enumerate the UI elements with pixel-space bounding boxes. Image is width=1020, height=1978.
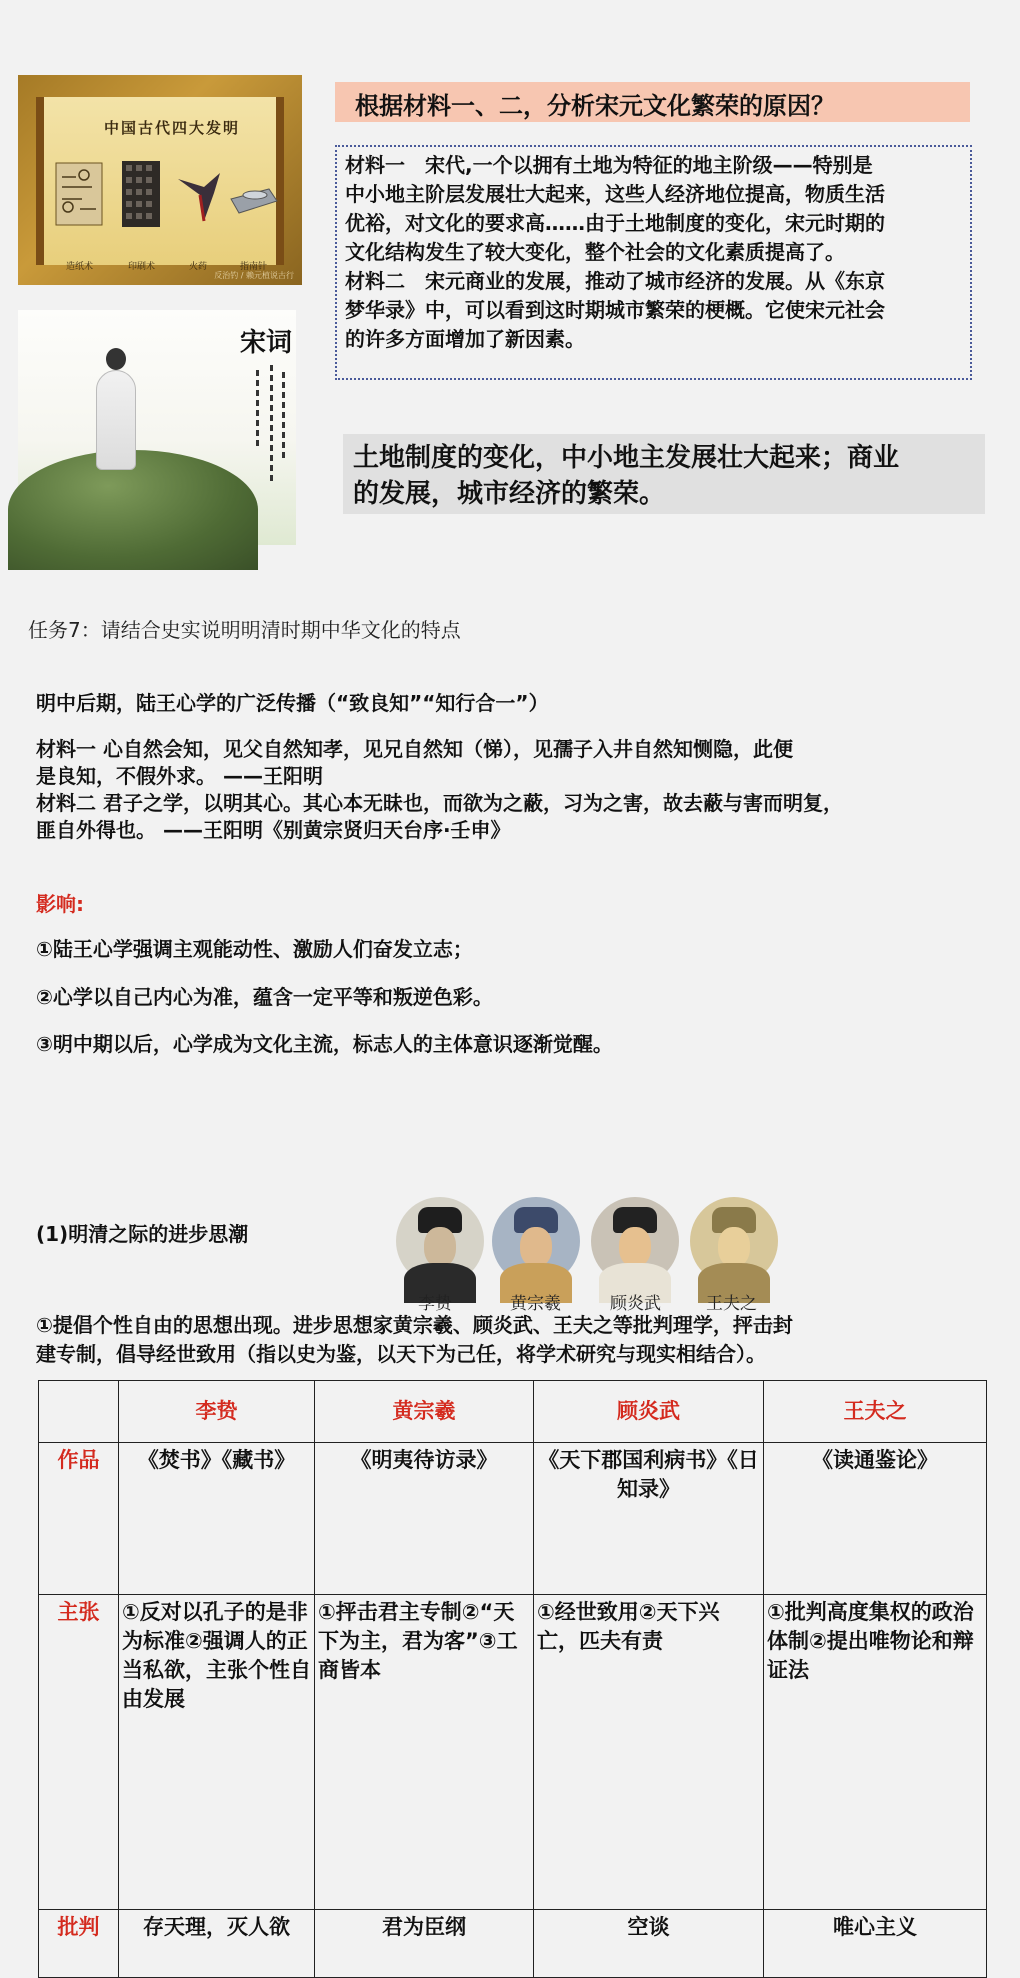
answer-box: [343, 434, 985, 514]
gunpowder-illustration: [174, 159, 224, 229]
works-cell: 《读通鉴论》: [764, 1442, 987, 1594]
material-line: 材料一 心自然会知，见父自然知孝，见兄自然知（悌），见孺子入井自然知恻隐，此便: [36, 737, 793, 761]
inventions-title: 中国古代四大发明: [104, 119, 241, 137]
criticism-cell: 空谈: [534, 1910, 764, 1978]
songci-title: 宋词: [240, 328, 293, 358]
materials-box: [335, 145, 972, 380]
songci-painting: [18, 310, 296, 545]
claims-cell: ①反对以孔子的是非为标准②强调人的正当私欲，主张个性自由发展: [119, 1595, 315, 1910]
material-line: 中小地主阶层发展壮大起来，这些人经济地位提高，物质生活: [345, 182, 885, 206]
header-li-zhi: 李贽: [119, 1381, 315, 1443]
paragraph-line: ①提倡个性自由的思想出现。进步思想家黄宗羲、顾炎武、王夫之等批判理学，抨击封: [36, 1313, 793, 1337]
portrait-li-zhi: [396, 1197, 484, 1285]
portrait-gu-yanwu: [591, 1197, 679, 1285]
criticism-cell: 唯心主义: [764, 1910, 987, 1978]
task-title: 任务7：请结合史实说明明清时期中华文化的特点: [28, 618, 461, 642]
criticism-cell: 君为臣纲: [315, 1910, 534, 1978]
claims-cell: ①批判高度集权的政治体制②提出唯物论和辩证法: [764, 1595, 987, 1910]
header-wang-fuzhi: 王夫之: [764, 1381, 987, 1443]
table-corner-cell: [39, 1381, 119, 1443]
calligraphy-column: [270, 365, 273, 485]
table-row-claims: [39, 1595, 987, 1910]
label-compass: 指南针: [240, 262, 268, 272]
works-cell: 《天下郡国利病书》《日知录》: [534, 1442, 764, 1594]
material-line: 优裕，对文化的要求高……由于土地制度的变化，宋元时期的: [345, 211, 885, 235]
table-row-works: [39, 1442, 987, 1594]
material-line: 材料一 宋代,一个以拥有土地为特征的地主阶级——特别是: [345, 153, 873, 177]
printing-block-illustration: [116, 159, 166, 229]
header-gu-yanwu: 顾炎武: [534, 1381, 764, 1443]
compass-illustration: [229, 159, 279, 229]
label-papermaking: 造纸术: [66, 262, 94, 272]
row-label-criticism: 批判: [39, 1910, 119, 1978]
scroll-paper: [36, 97, 284, 272]
table-header-row: [39, 1381, 987, 1443]
section-heading: 明中后期，陆王心学的广泛传播（“致良知”“知行合一”）: [36, 691, 549, 715]
works-cell: 《明夷待访录》: [315, 1442, 534, 1594]
calligraphy-column: [282, 372, 285, 462]
portrait-wang-fuzhi: [690, 1197, 778, 1285]
row-label-claims: 主张: [39, 1595, 119, 1910]
impact-item: ①陆王心学强调主观能动性、激励人们奋发立志；: [36, 937, 473, 961]
papermaking-illustration: [54, 159, 104, 229]
table-row-criticism: [39, 1910, 987, 1978]
claims-cell: ①抨击君主专制②“天下为主，君为客”③工商皆本: [315, 1595, 534, 1910]
wangyangming-materials: [36, 736, 1016, 844]
figure-head: [106, 348, 126, 370]
impact-label: 影响:: [36, 892, 84, 916]
figure-body: [96, 370, 136, 470]
impact-item: ②心学以自己内心为准，蕴含一定平等和叛逆色彩。: [36, 985, 493, 1009]
label-printing: 印刷术: [128, 262, 156, 272]
portrait-name: 李贽: [418, 1294, 452, 1314]
material-line: 文化结构发生了较大变化，整个社会的文化素质提高了。: [345, 240, 845, 264]
row-label-works: 作品: [39, 1442, 119, 1594]
label-gunpowder: 火药: [189, 262, 208, 272]
section-heading: (1)明清之际的进步思潮: [36, 1222, 249, 1246]
works-cell: 《焚书》《藏书》: [119, 1442, 315, 1594]
thinkers-table: [38, 1380, 987, 1978]
answer-line: 土地制度的变化，中小地主发展壮大起来；商业: [353, 443, 900, 473]
calligraphy-column: [256, 370, 259, 450]
portrait-name: 王夫之: [706, 1294, 757, 1314]
four-inventions-image: [18, 75, 302, 285]
header-huang-zongxi: 黄宗羲: [315, 1381, 534, 1443]
material-line: 是良知，不假外求。 ——王阳明: [36, 764, 323, 788]
paragraph-line: 建专制，倡导经世致用（指以史为鉴，以天下为己任，将学术研究与现实相结合）。: [36, 1342, 766, 1366]
portrait-name: 黄宗羲: [510, 1294, 561, 1314]
material-line: 梦华录》中，可以看到这时期城市繁荣的梗概。它使宋元社会: [345, 298, 885, 322]
material-line: 的许多方面增加了新因素。: [345, 327, 585, 351]
material-line: 匪自外得也。 ——王阳明《别黄宗贤归天台序·壬申》: [36, 818, 511, 842]
criticism-cell: 存天理，灭人欲: [119, 1910, 315, 1978]
portrait-huang-zongxi: [492, 1197, 580, 1285]
claims-cell: ①经世致用②天下兴亡，匹夫有责: [534, 1595, 764, 1910]
progressive-thought-paragraph: [36, 1311, 1001, 1369]
question-banner: 根据材料一、二，分析宋元文化繁荣的原因？: [335, 82, 970, 122]
material-line: 材料二 君子之学，以明其心。其心本无昧也，而欲为之蔽，习为之害，故去蔽与害而明复，: [36, 791, 843, 815]
impact-item: ③明中期以后，心学成为文化主流，标志人的主体意识逐渐觉醒。: [36, 1032, 613, 1056]
portrait-name: 顾炎武: [610, 1294, 661, 1314]
image-caption: 反治钓 / 赖元植说古行: [214, 271, 294, 280]
answer-line: 的发展，城市经济的繁荣。: [353, 479, 666, 509]
material-line: 材料二 宋元商业的发展，推动了城市经济的发展。从《东京: [345, 269, 885, 293]
